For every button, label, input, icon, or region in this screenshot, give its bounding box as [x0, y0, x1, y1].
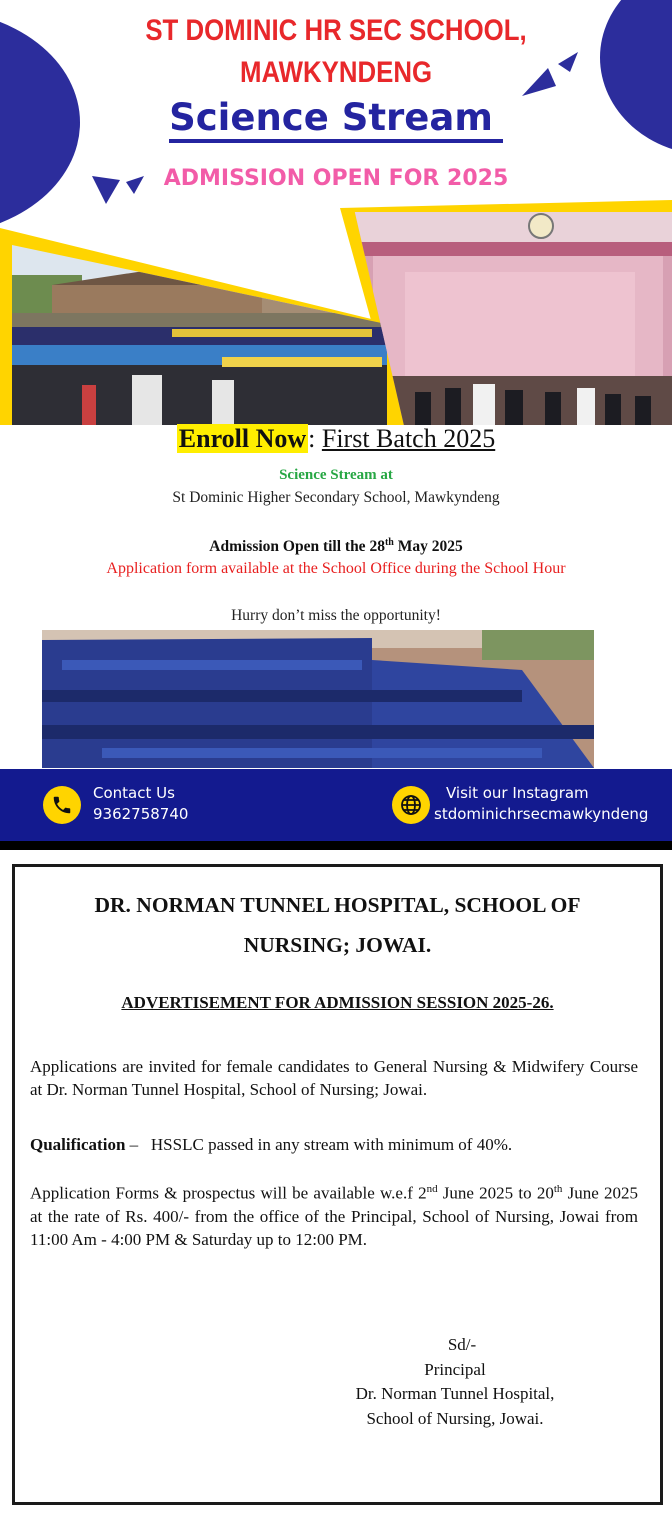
contact-info — [93, 783, 188, 825]
contact-phone[interactable]: 9362758740 — [93, 805, 189, 823]
forms-availability-paragraph: Application Forms & prospectus will be available w.e.f 2nd June 2025 to 20th June 2025 at the rate of Rs. 400/- from the office of the Principal, School of Nursing, Jowai from 11:00 Am - 4:00 PM & Saturday up to 12:00 PM. — [30, 1183, 638, 1249]
applications-paragraph: Applications are invited for female candidates to General Nursing & Midwifery Course at Dr. Norman Tunnel Hospital, School of Nursing; Jowai. — [30, 1057, 638, 1099]
contact-bar — [0, 769, 672, 841]
instagram-info — [434, 783, 648, 825]
signature-sd: Sd/- — [447, 1335, 477, 1354]
signature-org-line1: Dr. Norman Tunnel Hospital, — [355, 1384, 555, 1403]
admission-deadline: Admission Open till the 28th May 2025 — [209, 537, 463, 556]
phone-icon — [43, 786, 81, 824]
qualification-paragraph: Qualification – HSSLC passed in any stream with minimum of 40%. — [30, 1135, 513, 1154]
instagram-handle[interactable]: stdominichrsecmawkyndeng — [434, 805, 649, 823]
notice-title-line1: DR. NORMAN TUNNEL HOSPITAL, SCHOOL OF — [94, 893, 581, 917]
nursing-admission-notice — [12, 864, 663, 1505]
advertisement-heading: ADVERTISEMENT FOR ADMISSION SESSION 2025-26. — [121, 993, 554, 1012]
school-name-line1: ST DOMINIC HR SEC SCHOOL, — [145, 14, 527, 47]
signature-block — [335, 1333, 575, 1431]
stream-title: Science Stream — [0, 96, 672, 139]
signature-org-line2: School of Nursing, Jowai. — [366, 1408, 544, 1428]
instagram-label: Visit our Instagram — [446, 784, 589, 802]
students-assembly-photo — [42, 630, 594, 768]
contact-label: Contact Us — [93, 784, 175, 802]
school-full-name: St Dominic Higher Secondary School, Mawkyndeng — [172, 489, 500, 506]
form-availability-note: Application form available at the School Office during the School Hour — [106, 560, 566, 577]
enroll-now-label: Enroll Now — [178, 424, 307, 453]
school-name-line2: MAWKYNDENG — [239, 56, 433, 89]
stream-at-text: Science Stream at — [279, 467, 393, 483]
admission-open-heading: ADMISSION OPEN FOR 2025 — [163, 166, 509, 191]
enroll-now-heading: Enroll Now: First Batch 2025 — [178, 424, 496, 453]
notice-title-line2: NURSING; JOWAI. — [243, 933, 432, 957]
signature-role: Principal — [424, 1359, 486, 1379]
first-batch-label: First Batch 2025 — [321, 424, 496, 453]
hurry-text: Hurry don’t miss the opportunity! — [231, 607, 441, 624]
globe-icon — [392, 786, 430, 824]
poster-bottom-border — [0, 841, 672, 850]
